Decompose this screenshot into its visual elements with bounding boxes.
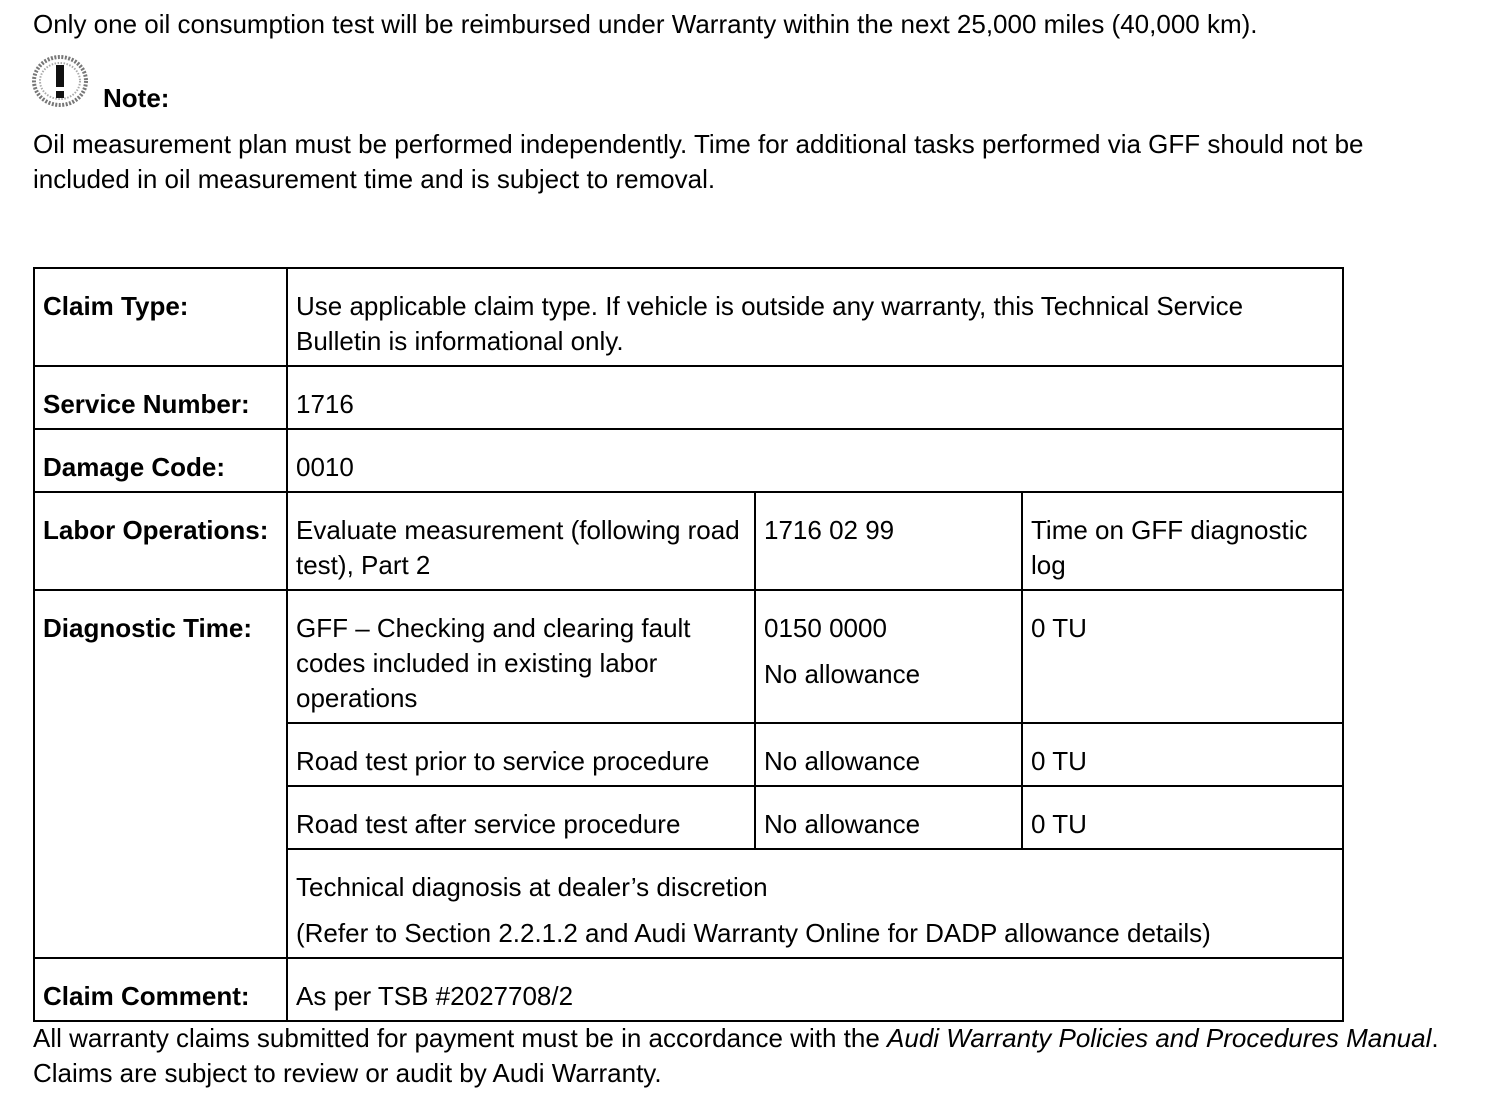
- service-number-label: Service Number:: [34, 366, 287, 429]
- diagnostic-code: No allowance: [755, 786, 1022, 849]
- exclamation-icon: [31, 54, 89, 108]
- footer-text-end: . Claims are subject to review or audit by Audi Warranty.: [33, 1023, 1439, 1088]
- diagnostic-time-label: Diagnostic Time:: [34, 590, 287, 958]
- note-text: Oil measurement plan must be performed independently. Time for additional tasks performed via GFF should not be included in oil measurement time and is subject to removal.: [33, 129, 1364, 194]
- claim-comment-label: Claim Comment:: [34, 958, 287, 1021]
- labor-operations-time: Time on GFF diagnostic log: [1022, 492, 1343, 590]
- labor-operations-label: Labor Operations:: [34, 492, 287, 590]
- manual-title: Audi Warranty Policies and Procedures Manual: [887, 1023, 1432, 1053]
- intro-paragraph: Only one oil consumption test will be reimbursed under Warranty within the next 25,000 miles (40,000 km).: [33, 9, 1258, 39]
- diagnostic-time: 0 TU: [1022, 786, 1343, 849]
- labor-operations-row: [34, 492, 1343, 590]
- diagnostic-code-cell: [755, 590, 1022, 723]
- damage-code-value: 0010: [287, 429, 1343, 492]
- technical-diagnosis-note: (Refer to Section 2.2.1.2 and Audi Warranty Online for DADP allowance details): [296, 918, 1211, 948]
- damage-code-row: [34, 429, 1343, 492]
- note-label: Note:: [103, 83, 170, 113]
- service-number-value: 1716: [287, 366, 1343, 429]
- diagnostic-code: No allowance: [755, 723, 1022, 786]
- diagnostic-code-note: No allowance: [764, 659, 921, 689]
- labor-operations-code: 1716 02 99: [755, 492, 1022, 590]
- footer-text-start: All warranty claims submitted for payment must be in accordance with the: [33, 1023, 888, 1053]
- technical-diagnosis: Technical diagnosis at dealer’s discretion: [296, 872, 768, 902]
- claim-type-label: Claim Type:: [34, 268, 287, 366]
- diagnostic-description: Road test prior to service procedure: [287, 723, 755, 786]
- diagnostic-description: GFF – Checking and clearing fault codes included in existing labor operations: [287, 590, 755, 723]
- claim-comment-row: [34, 958, 1343, 1021]
- diagnostic-description: Road test after service procedure: [287, 786, 755, 849]
- damage-code-label: Damage Code:: [34, 429, 287, 492]
- diagnostic-code: 0150 0000: [764, 613, 887, 643]
- claim-table: [33, 267, 1344, 1022]
- service-number-row: [34, 366, 1343, 429]
- claim-comment-value: As per TSB #2027708/2: [287, 958, 1343, 1021]
- claim-type-row: [34, 268, 1343, 366]
- diagnostic-time: 0 TU: [1022, 723, 1343, 786]
- claim-type-value: Use applicable claim type. If vehicle is outside any warranty, this Technical Service Bulletin is informational only.: [287, 268, 1343, 366]
- diagnostic-row-1: [34, 590, 1343, 723]
- footer-paragraph: [33, 1021, 1473, 1091]
- diagnostic-time: 0 TU: [1022, 590, 1343, 723]
- labor-operations-description: Evaluate measurement (following road test), Part 2: [287, 492, 755, 590]
- technical-diagnosis-cell: [287, 849, 1343, 958]
